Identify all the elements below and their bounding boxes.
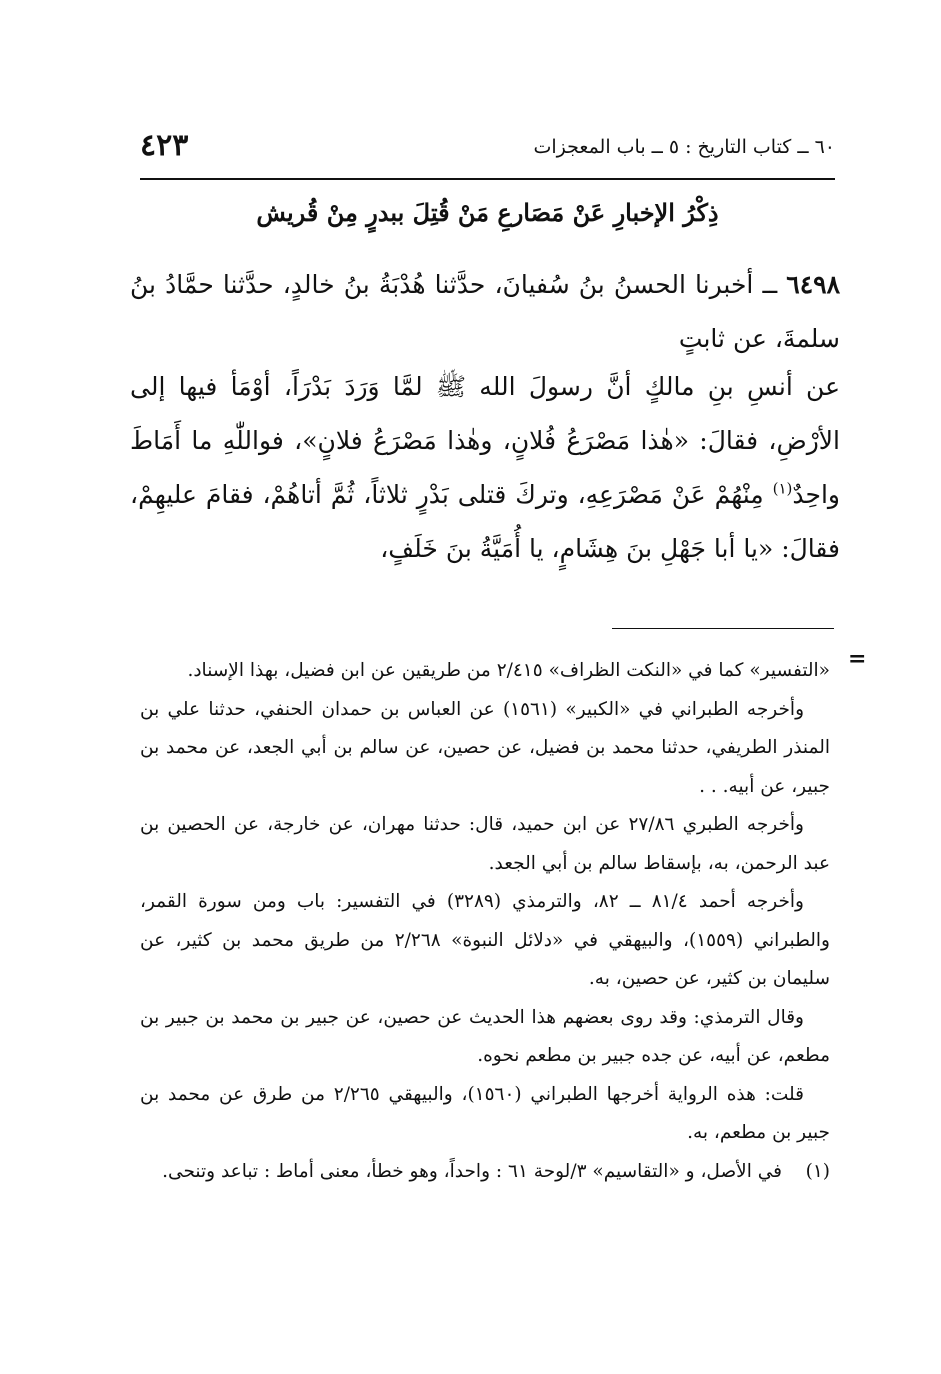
isnad-text: ــ أخبرنا الحسنُ بنُ سُفيانَ، حدَّثنا هُدْبَةُ بنُ خالدٍ، حدَّثنا حمَّادُ بنُ سلمةَ، عن ثابتٍ bbox=[130, 270, 840, 353]
hadith-number: ٦٤٩٨ bbox=[786, 270, 841, 299]
footnote-paragraph: «التفسير» كما في «النكت الظراف» ٢/٤١٥ من طريقين عن ابن فضيل، بهذا الإسناد. bbox=[187, 660, 830, 681]
running-head bbox=[140, 128, 835, 168]
continuation-mark: = bbox=[848, 646, 867, 672]
footnote-number: (١) bbox=[805, 1160, 830, 1182]
footnote-1 bbox=[140, 1153, 830, 1192]
section-heading: ذِكْرُ الإخبارِ عَنْ مَصَارعِ مَنْ قُتِلَ ببدرٍ مِنْ قُريش bbox=[256, 198, 719, 227]
footnote-1-text: في الأصل، و «التقاسيم» ٣/لوحة ٦١ : واحداً، وهو خطأ، معنى أماط : تباعد وتنحى. bbox=[162, 1160, 782, 1182]
hadith-isnad bbox=[130, 258, 840, 366]
footnote-separator bbox=[612, 628, 834, 629]
footnote-paragraph: وأخرجه الطبري ٢٧/٨٦ عن ابن حميد، قال: حدثنا مهران، عن خارجة، عن الحصين بن عبد الرحمن، به، بإسقاط سالم بن أبي الجعد. bbox=[140, 814, 830, 874]
header-rule bbox=[140, 178, 835, 180]
footnote-paragraph: وأخرجه أحمد ٨١/٤ ــ ٨٢، والترمذي (٣٢٨٩) في التفسير: باب ومن سورة القمر، والطبراني (١٥٥٩)، والبيهقي في «دلائل النبوة» ٢/٢٦٨ من طريق محمد بن كثير، عن سليمان بن كثير، عن حصين، به. bbox=[140, 891, 830, 989]
footnote-reference[interactable]: (١) bbox=[772, 479, 793, 498]
chapter-title: ٦٠ ــ كتاب التاريخ : ٥ ــ باب المعجزات bbox=[533, 136, 835, 158]
footnote-paragraph: وقال الترمذي: وقد روى بعضهم هذا الحديث عن حصين، عن جبير بن محمد بن جبير بن مطعم، عن أبيه، عن جده جبير بن مطعم نحوه. bbox=[140, 1006, 830, 1066]
footnote-paragraph: وأخرجه الطبراني في «الكبير» (١٥٦١) عن العباس بن حمدان الحنفي، حدثنا علي بن المنذر الطريفي، حدثنا محمد بن فضيل، عن حصين، عن سالم بن أبي الجعد، عن محمد بن جبير، عن أبيه. . . bbox=[140, 698, 830, 797]
footnote-paragraph: قلت: هذه الرواية أخرجها الطبراني (١٥٦٠)، والبيهقي ٢/٢٦٥ من طرق عن محمد بن جبير بن مطعم، به. bbox=[140, 1083, 830, 1143]
footnotes bbox=[140, 652, 830, 1191]
page-number: ٤٢٣ bbox=[140, 128, 189, 163]
matn-text-part-2: مِنْهُمْ عَنْ مَصْرَعِهِ، وتركَ قتلى بَدْرٍ ثلاثاً، ثُمَّ أتاهُمْ، فقامَ عليهِمْ، فقالَ: «يا أبا جَهْلِ بنَ هِشَامٍ، يا أُمَيَّةُ بنَ خَلَفٍ، bbox=[130, 480, 840, 563]
hadith-matn bbox=[130, 360, 840, 576]
matn-text-part-1: عن أنسِ بنِ مالكٍ أنَّ رسولَ الله ﷺ لمَّا وَرَدَ بَدْرَاً، أوْمَأ فيها إلى الأرْضِ، فقالَ: «هٰذا مَصْرَعُ فُلانٍ، وهٰذا مَصْرَعُ فلانٍ»، فواللّٰهِ ما أَمَاطَ واحِدٌ bbox=[130, 372, 840, 509]
